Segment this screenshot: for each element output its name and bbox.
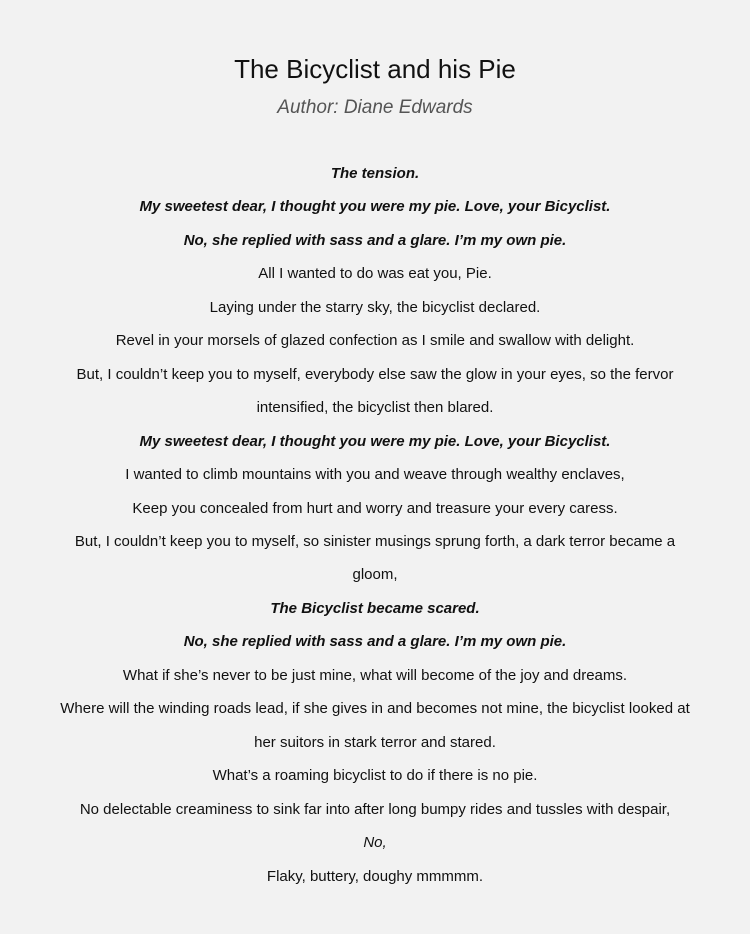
document-title: The Bicyclist and his Pie [234, 54, 516, 84]
poem-line: What’s a roaming bicyclist to do if there is no pie. [212, 767, 538, 785]
poem-line: her suitors in stark terror and stared. [254, 733, 496, 751]
poem-line: Laying under the starry sky, the bicyclist declared. [209, 298, 541, 316]
poem-line: No, [363, 834, 387, 852]
poem-line: I wanted to climb mountains with you and weave through wealthy enclaves, [125, 466, 625, 484]
poem-line: Revel in your morsels of glazed confection as I smile and swallow with delight. [115, 332, 635, 350]
poem-line: No, she replied with sass and a glare. I’m my own pie. [183, 231, 567, 249]
poem-line: My sweetest dear, I thought you were my pie. Love, your Bicyclist. [139, 198, 611, 216]
poem-line: No, she replied with sass and a glare. I’m my own pie. [183, 633, 567, 651]
poem-line: My sweetest dear, I thought you were my pie. Love, your Bicyclist. [139, 432, 611, 450]
poem-line: The tension. [330, 165, 420, 182]
poem-line: Flaky, buttery, doughy mmmmm. [266, 867, 484, 885]
poem-line: The Bicyclist became scared. [270, 599, 480, 617]
poem-line: intensified, the bicyclist then blared. [256, 399, 494, 417]
poem-body [55, 157, 695, 893]
poem-line: What if she’s never to be just mine, what will become of the joy and dreams. [122, 666, 628, 684]
poem-line: Where will the winding roads lead, if she gives in and becomes not mine, the bicyclist looked at [60, 700, 690, 718]
document-author: Author: Diane Edwards [277, 97, 473, 118]
poem-line: Keep you concealed from hurt and worry and treasure your every caress. [132, 499, 618, 517]
poem-line: But, I couldn’t keep you to myself, everybody else saw the glow in your eyes, so the fervor [76, 365, 674, 383]
poem-line: All I wanted to do was eat you, Pie. [258, 265, 492, 283]
poem-line: No delectable creaminess to sink far into after long bumpy rides and tussles with despair, [79, 800, 671, 818]
poem-line: gloom, [352, 566, 398, 584]
poem-line: But, I couldn’t keep you to myself, so sinister musings sprung forth, a dark terror became a [74, 532, 676, 550]
